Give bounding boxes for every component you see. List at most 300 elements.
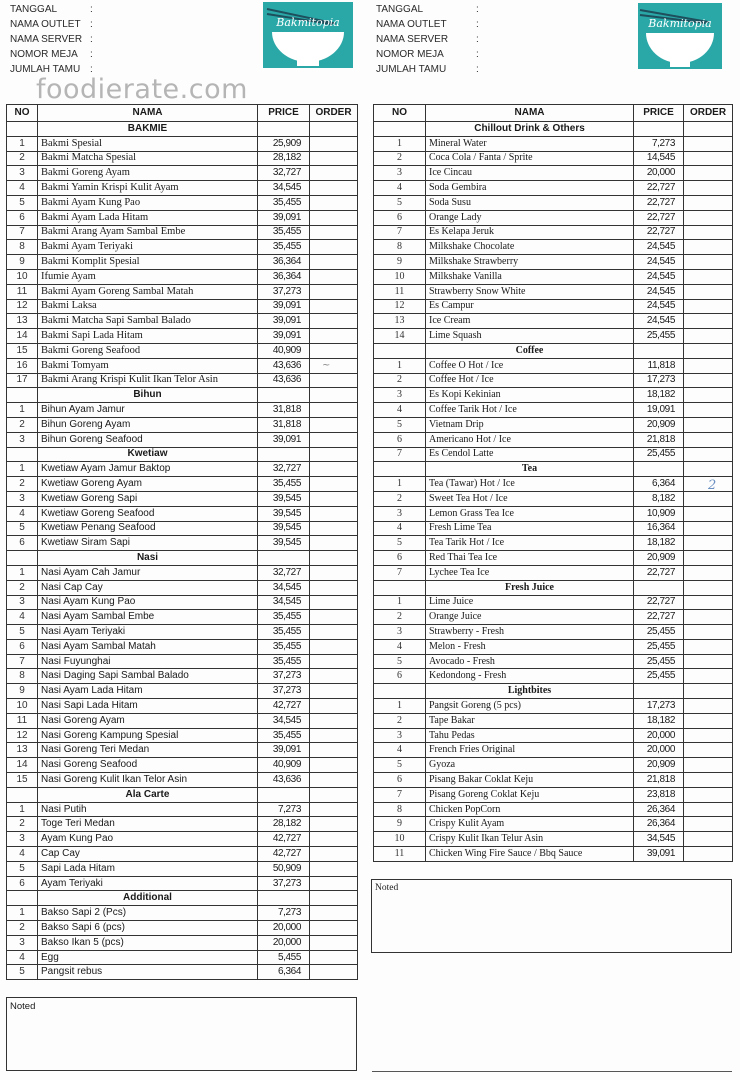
header-field-tanggal[interactable]: TANGGAL : [376, 4, 479, 15]
order-quantity-cell[interactable] [684, 713, 733, 728]
order-quantity-cell[interactable] [684, 151, 733, 166]
menu-item-row [374, 447, 733, 462]
order-quantity-cell[interactable] [310, 906, 358, 921]
item-number: 10 [7, 269, 38, 284]
item-name: Bakmi Yamin Krispi Kulit Ayam [38, 181, 258, 196]
order-quantity-cell[interactable] [684, 773, 733, 788]
notes-label: Noted [375, 883, 399, 893]
menu-item-row [374, 802, 733, 817]
notes-box[interactable] [6, 997, 357, 1071]
item-price: 5,455 [258, 950, 310, 965]
item-number: 5 [7, 195, 38, 210]
item-price: 43,636 [258, 373, 310, 388]
item-number: 4 [374, 181, 426, 196]
item-price: 28,182 [258, 151, 310, 166]
menu-item-row [374, 565, 733, 580]
order-quantity-cell[interactable] [310, 595, 358, 610]
menu-item-row [374, 773, 733, 788]
order-quantity-cell[interactable] [310, 684, 358, 699]
item-name: Tahu Pedas [426, 728, 634, 743]
order-quantity-cell[interactable] [684, 181, 733, 196]
order-quantity-cell[interactable] [310, 403, 358, 418]
order-quantity-cell[interactable] [310, 802, 358, 817]
menu-item-row [7, 728, 358, 743]
order-quantity-cell[interactable] [310, 625, 358, 640]
menu-item-row [374, 299, 733, 314]
item-name: Bakso Sapi 6 (pcs) [38, 921, 258, 936]
item-name: Sapi Lada Hitam [38, 861, 258, 876]
item-price: 24,545 [634, 284, 684, 299]
order-quantity-cell[interactable] [310, 225, 358, 240]
menu-item-row [7, 565, 358, 580]
order-quantity-cell[interactable] [310, 314, 358, 329]
order-quantity-cell[interactable] [310, 847, 358, 862]
menu-item-row [374, 699, 733, 714]
item-name: Bakmi Ayam Goreng Sambal Matah [38, 284, 258, 299]
item-price: 50,909 [258, 861, 310, 876]
menu-item-row [7, 802, 358, 817]
order-quantity-cell[interactable] [310, 269, 358, 284]
order-quantity-cell[interactable] [310, 255, 358, 270]
item-price: 35,455 [258, 240, 310, 255]
item-name: Bakmi Laksa [38, 299, 258, 314]
order-quantity-cell[interactable] [684, 506, 733, 521]
item-number: 3 [7, 832, 38, 847]
order-quantity-cell[interactable] [684, 388, 733, 403]
item-number: 8 [7, 240, 38, 255]
menu-item-row [7, 210, 358, 225]
category-title: BAKMIE [38, 122, 258, 137]
menu-item-row [374, 388, 733, 403]
header-field-nama-server[interactable]: NAMA SERVER : [10, 34, 93, 45]
brand-name: Bakmitopia [276, 16, 340, 29]
item-price: 39,545 [258, 536, 310, 551]
notes-box[interactable] [371, 879, 732, 953]
item-name: Strawberry Snow White [426, 284, 634, 299]
item-name: Tea Tarik Hot / Ice [426, 536, 634, 551]
category-title: Chillout Drink & Others [426, 122, 634, 137]
brand-name: Bakmitopia [648, 17, 712, 30]
item-name: Nasi Goreng Teri Medan [38, 743, 258, 758]
item-number: 5 [7, 625, 38, 640]
item-name: Nasi Ayam Lada Hitam [38, 684, 258, 699]
menu-item-row [374, 195, 733, 210]
column-header-price: PRICE [634, 105, 684, 122]
item-name: Ayam Teriyaki [38, 876, 258, 891]
menu-item-row [7, 921, 358, 936]
order-quantity-cell[interactable] [310, 861, 358, 876]
item-number: 2 [374, 373, 426, 388]
item-name: Bakso Sapi 2 (Pcs) [38, 906, 258, 921]
category-title: Nasi [38, 551, 258, 566]
order-quantity-cell[interactable] [684, 743, 733, 758]
menu-item-row [374, 314, 733, 329]
item-number: 5 [7, 521, 38, 536]
item-name: Kwetiaw Goreng Sapi [38, 491, 258, 506]
header-field-jumlah-tamu[interactable]: JUMLAH TAMU : [376, 64, 479, 75]
order-quantity-cell[interactable] [310, 536, 358, 551]
item-price: 10,909 [634, 506, 684, 521]
item-price: 24,545 [634, 240, 684, 255]
item-number: 5 [7, 861, 38, 876]
item-price: 25,455 [634, 669, 684, 684]
order-quantity-cell[interactable] [684, 329, 733, 344]
item-name: Bakso Ikan 5 (pcs) [38, 935, 258, 950]
item-name: Bakmi Goreng Seafood [38, 343, 258, 358]
order-quantity-cell[interactable] [310, 506, 358, 521]
item-number: 16 [7, 358, 38, 373]
item-number: 13 [7, 314, 38, 329]
order-quantity-cell[interactable] [684, 565, 733, 580]
order-quantity-cell[interactable] [684, 669, 733, 684]
order-quantity-cell[interactable] [310, 195, 358, 210]
order-quantity-cell[interactable] [684, 284, 733, 299]
order-quantity-cell[interactable] [684, 210, 733, 225]
menu-item-row [374, 210, 733, 225]
item-name: Kwetiaw Siram Sapi [38, 536, 258, 551]
item-number: 1 [374, 477, 426, 492]
item-number: 13 [374, 314, 426, 329]
order-quantity-cell[interactable] [310, 654, 358, 669]
item-number: 1 [374, 699, 426, 714]
order-quantity-cell[interactable] [684, 521, 733, 536]
item-name: Crispy Kulit Ikan Telur Asin [426, 832, 634, 847]
column-header-no: NO [374, 105, 426, 122]
item-number: 4 [374, 743, 426, 758]
order-quantity-cell[interactable] [310, 876, 358, 891]
order-quantity-cell[interactable] [310, 240, 358, 255]
item-number: 6 [374, 210, 426, 225]
item-name: Americano Hot / Ice [426, 432, 634, 447]
menu-item-row [7, 225, 358, 240]
item-number: 1 [374, 358, 426, 373]
menu-item-row [7, 669, 358, 684]
item-name: Bakmi Matcha Sapi Sambal Balado [38, 314, 258, 329]
item-price: 37,273 [258, 669, 310, 684]
order-quantity-cell[interactable] [684, 195, 733, 210]
item-number: 6 [374, 432, 426, 447]
header-field-nomor-meja[interactable]: NOMOR MEJA : [376, 49, 479, 60]
category-title: Bihun [38, 388, 258, 403]
item-price: 36,364 [258, 255, 310, 270]
order-quantity-cell[interactable] [684, 417, 733, 432]
order-quantity-cell[interactable] [684, 536, 733, 551]
item-number: 11 [7, 284, 38, 299]
item-name: Orange Juice [426, 610, 634, 625]
category-row [374, 684, 733, 699]
item-name: Kwetiaw Penang Seafood [38, 521, 258, 536]
category-title: Coffee [426, 343, 634, 358]
item-number: 10 [374, 269, 426, 284]
item-price: 35,455 [258, 195, 310, 210]
item-price: 25,455 [634, 625, 684, 640]
item-price: 40,909 [258, 758, 310, 773]
category-row [374, 122, 733, 137]
menu-item-row [7, 195, 358, 210]
menu-item-row [7, 595, 358, 610]
order-quantity-cell[interactable] [310, 136, 358, 151]
order-quantity-cell[interactable] [684, 610, 733, 625]
item-name: Bakmi Sapi Lada Hitam [38, 329, 258, 344]
item-price: 35,455 [258, 654, 310, 669]
order-quantity-cell[interactable] [684, 832, 733, 847]
item-number: 8 [374, 802, 426, 817]
item-price: 35,455 [258, 625, 310, 640]
order-quantity-cell[interactable] [310, 521, 358, 536]
order-quantity-cell[interactable] [684, 491, 733, 506]
item-name: Pisang Goreng Coklat Keju [426, 787, 634, 802]
item-number: 6 [7, 210, 38, 225]
order-quantity-cell[interactable] [310, 565, 358, 580]
order-quantity-cell[interactable] [310, 358, 358, 373]
item-price: 14,545 [634, 151, 684, 166]
item-price: 42,727 [258, 847, 310, 862]
order-quantity-cell[interactable] [310, 151, 358, 166]
header-field-nama-outlet[interactable]: NAMA OUTLET : [376, 19, 479, 30]
order-quantity-cell[interactable] [310, 610, 358, 625]
order-quantity-cell[interactable] [310, 669, 358, 684]
item-price: 22,727 [634, 181, 684, 196]
header-field-nama-server[interactable]: NAMA SERVER : [376, 34, 479, 45]
item-number: 3 [374, 388, 426, 403]
item-number: 7 [374, 787, 426, 802]
order-quantity-cell[interactable] [684, 240, 733, 255]
category-row [374, 580, 733, 595]
order-quantity-cell[interactable] [310, 181, 358, 196]
item-name: Lychee Tea Ice [426, 565, 634, 580]
menu-item-row [374, 551, 733, 566]
menu-item-row [7, 935, 358, 950]
item-name: Soda Gembira [426, 181, 634, 196]
item-price: 37,273 [258, 684, 310, 699]
item-name: Bakmi Tomyam [38, 358, 258, 373]
order-quantity-cell[interactable] [684, 373, 733, 388]
menu-item-row [374, 654, 733, 669]
order-quantity-cell[interactable] [684, 654, 733, 669]
menu-item-row [374, 625, 733, 640]
order-quantity-cell[interactable] [310, 832, 358, 847]
header-field-jumlah-tamu[interactable]: JUMLAH TAMU : [10, 64, 93, 75]
menu-item-row [374, 136, 733, 151]
menu-item-row [7, 521, 358, 536]
item-number: 1 [7, 462, 38, 477]
order-quantity-cell[interactable] [684, 314, 733, 329]
item-price: 39,091 [258, 314, 310, 329]
item-price: 40,909 [258, 343, 310, 358]
order-quantity-cell[interactable] [310, 284, 358, 299]
order-quantity-cell[interactable] [684, 432, 733, 447]
item-price: 22,727 [634, 195, 684, 210]
item-price: 24,545 [634, 269, 684, 284]
item-price: 18,182 [634, 388, 684, 403]
order-quantity-cell[interactable] [310, 329, 358, 344]
menu-item-row [374, 477, 733, 492]
order-quantity-cell[interactable] [684, 639, 733, 654]
menu-item-row [7, 240, 358, 255]
item-name: Nasi Cap Cay [38, 580, 258, 595]
order-quantity-cell[interactable] [310, 935, 358, 950]
menu-table-body [7, 122, 358, 980]
menu-item-row [374, 817, 733, 832]
order-quantity-cell[interactable] [310, 343, 358, 358]
order-quantity-cell[interactable] [310, 773, 358, 788]
item-price: 24,545 [634, 255, 684, 270]
item-name: Bakmi Komplit Spesial [38, 255, 258, 270]
item-number: 1 [7, 906, 38, 921]
order-quantity-cell[interactable] [684, 136, 733, 151]
item-number: 11 [7, 713, 38, 728]
order-quantity-cell[interactable] [684, 847, 733, 862]
item-price: 8,182 [634, 491, 684, 506]
menu-item-row [7, 610, 358, 625]
item-name: Bakmi Spesial [38, 136, 258, 151]
item-name: Avocado - Fresh [426, 654, 634, 669]
order-quantity-cell[interactable] [310, 491, 358, 506]
item-name: Sweet Tea Hot / Ice [426, 491, 634, 506]
item-name: Nasi Ayam Teriyaki [38, 625, 258, 640]
menu-item-row [7, 373, 358, 388]
order-quantity-cell[interactable] [684, 802, 733, 817]
item-price: 35,455 [258, 225, 310, 240]
item-name: Mineral Water [426, 136, 634, 151]
order-quantity-cell[interactable] [310, 477, 358, 492]
item-name: Es Kopi Kekinian [426, 388, 634, 403]
order-quantity-cell[interactable] [310, 921, 358, 936]
item-price: 37,273 [258, 284, 310, 299]
item-name: Bakmi Goreng Ayam [38, 166, 258, 181]
item-name: Bihun Ayam Jamur [38, 403, 258, 418]
category-row [374, 462, 733, 477]
order-quantity-cell[interactable] [684, 817, 733, 832]
order-quantity-cell[interactable] [684, 447, 733, 462]
item-number: 1 [7, 802, 38, 817]
bowl-icon [272, 32, 344, 62]
item-name: Kwetiaw Goreng Ayam [38, 477, 258, 492]
item-number: 12 [7, 299, 38, 314]
header-field-nomor-meja[interactable]: NOMOR MEJA : [10, 49, 93, 60]
order-quantity-cell[interactable] [684, 699, 733, 714]
item-name: Ayam Kung Pao [38, 832, 258, 847]
item-price: 26,364 [634, 802, 684, 817]
order-quantity-cell[interactable] [310, 639, 358, 654]
menu-item-row [7, 403, 358, 418]
item-name: Pangsit Goreng (5 pcs) [426, 699, 634, 714]
item-name: Ifumie Ayam [38, 269, 258, 284]
item-name: Tape Bakar [426, 713, 634, 728]
item-number: 2 [374, 151, 426, 166]
item-price: 20,909 [634, 417, 684, 432]
item-number: 5 [7, 965, 38, 980]
item-number: 4 [374, 639, 426, 654]
item-price: 11,818 [634, 358, 684, 373]
order-quantity-cell[interactable] [684, 758, 733, 773]
menu-item-row [7, 817, 358, 832]
item-name: Pangsit rebus [38, 965, 258, 980]
item-number: 17 [7, 373, 38, 388]
order-quantity-cell[interactable] [684, 299, 733, 314]
item-name: Melon - Fresh [426, 639, 634, 654]
item-price: 19,091 [634, 403, 684, 418]
category-title: Ala Carte [38, 787, 258, 802]
menu-item-row [7, 743, 358, 758]
item-name: Es Campur [426, 299, 634, 314]
order-quantity-cell[interactable] [684, 595, 733, 610]
order-quantity-cell[interactable] [684, 255, 733, 270]
item-name: Pisang Bakar Coklat Keju [426, 773, 634, 788]
item-name: Ice Cincau [426, 166, 634, 181]
order-quantity-cell[interactable] [310, 210, 358, 225]
menu-item-row [374, 758, 733, 773]
menu-item-row [7, 832, 358, 847]
category-row [7, 122, 358, 137]
item-number: 3 [7, 166, 38, 181]
item-price: 31,818 [258, 403, 310, 418]
bowl-icon [646, 33, 713, 63]
order-quantity-cell[interactable] [310, 965, 358, 980]
order-quantity-cell[interactable] [684, 625, 733, 640]
order-quantity-cell[interactable] [684, 358, 733, 373]
order-quantity-cell[interactable] [684, 728, 733, 743]
item-price: 23,818 [634, 787, 684, 802]
order-quantity-cell[interactable] [684, 403, 733, 418]
header-field-nama-outlet[interactable]: NAMA OUTLET : [10, 19, 93, 30]
menu-item-row [374, 743, 733, 758]
order-quantity-cell[interactable] [310, 713, 358, 728]
order-quantity-cell[interactable] [684, 551, 733, 566]
item-name: Ice Cream [426, 314, 634, 329]
header-field-tanggal[interactable]: TANGGAL : [10, 4, 93, 15]
item-price: 34,545 [258, 713, 310, 728]
item-price: 20,000 [634, 166, 684, 181]
order-quantity-cell[interactable] [310, 950, 358, 965]
item-number: 5 [374, 758, 426, 773]
order-quantity-cell[interactable] [310, 817, 358, 832]
order-quantity-cell[interactable] [310, 299, 358, 314]
menu-table-food [6, 104, 358, 980]
category-title: Fresh Juice [426, 580, 634, 595]
item-price: 20,000 [258, 935, 310, 950]
menu-item-row [7, 432, 358, 447]
order-quantity-cell[interactable] [310, 728, 358, 743]
item-name: Nasi Sapi Lada Hitam [38, 699, 258, 714]
order-quantity-cell[interactable] [684, 787, 733, 802]
menu-item-row [7, 906, 358, 921]
order-quantity-cell[interactable] [310, 462, 358, 477]
menu-item-row [7, 847, 358, 862]
handwritten-order-mark: 2 [708, 478, 717, 493]
order-quantity-cell[interactable] [310, 417, 358, 432]
order-quantity-cell[interactable] [310, 373, 358, 388]
item-name: Lime Juice [426, 595, 634, 610]
order-quantity-cell[interactable] [684, 269, 733, 284]
table-header-row [374, 105, 733, 122]
order-quantity-cell[interactable] [310, 758, 358, 773]
order-quantity-cell[interactable] [310, 166, 358, 181]
order-quantity-cell[interactable] [310, 743, 358, 758]
item-number: 2 [374, 491, 426, 506]
menu-item-row [7, 950, 358, 965]
item-price: 20,000 [634, 743, 684, 758]
order-quantity-cell[interactable] [684, 225, 733, 240]
menu-item-row [374, 284, 733, 299]
order-quantity-cell[interactable] [310, 580, 358, 595]
order-quantity-cell[interactable] [684, 166, 733, 181]
menu-item-row [374, 832, 733, 847]
item-name: Kwetiaw Ayam Jamur Baktop [38, 462, 258, 477]
item-name: Bihun Goreng Seafood [38, 432, 258, 447]
order-quantity-cell[interactable] [310, 432, 358, 447]
order-quantity-cell[interactable] [310, 699, 358, 714]
